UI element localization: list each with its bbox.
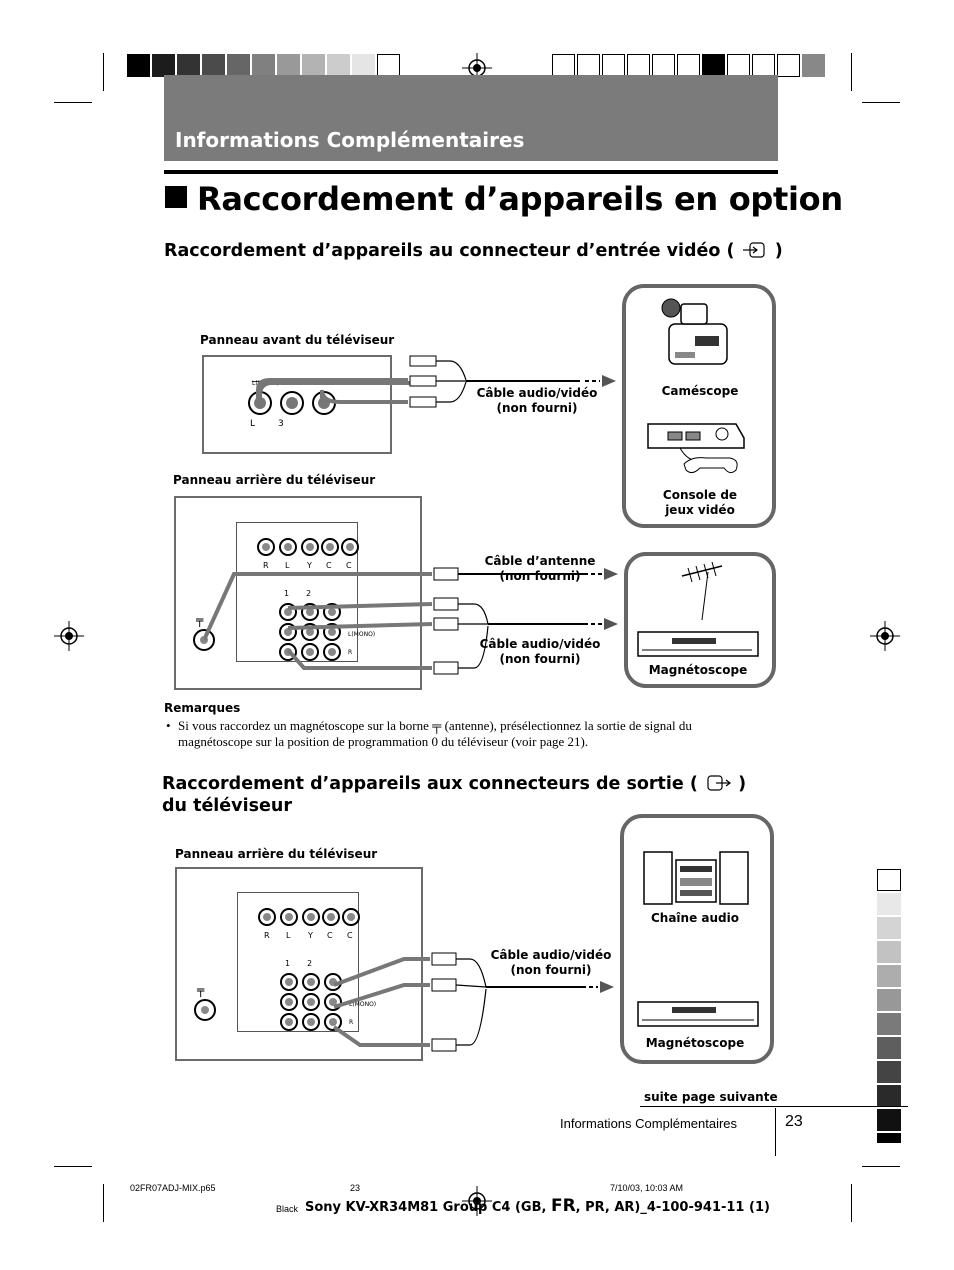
footer-section-name: Informations Complémentaires	[560, 1116, 738, 1131]
arrow-right-icon	[600, 981, 614, 993]
top-jack-row	[258, 539, 358, 555]
crop-mark	[862, 102, 900, 103]
camcorder-icon	[655, 296, 743, 376]
model-line	[305, 1196, 770, 1216]
svg-text:C: C	[327, 931, 333, 940]
crop-mark	[54, 1166, 92, 1167]
front-jack-input-label: 3	[278, 419, 284, 429]
video-input-icon	[741, 242, 769, 258]
crop-mark	[103, 1184, 104, 1222]
output-cable-label: Câble audio/vidéo (non fourni)	[490, 948, 612, 977]
antenna-cable-label: Câble d’antenne (non fourni)	[484, 554, 596, 583]
antenna-terminal-2	[191, 982, 221, 1026]
print-file-page: 23	[350, 1183, 361, 1193]
antenna-icon: ╤	[197, 983, 205, 997]
svg-text:R: R	[264, 931, 270, 940]
notes-bullet: •	[166, 718, 171, 733]
vcr-label-2: Magnétoscope	[645, 1036, 745, 1050]
section2-heading-line2: du téléviseur	[162, 796, 292, 816]
rear-panel-label-1: Panneau arrière du téléviseur	[173, 473, 376, 487]
svg-text:2: 2	[306, 589, 312, 598]
game-console-icon	[640, 408, 750, 480]
arrow-right-icon	[602, 375, 616, 387]
continued-label: suite page suivante	[644, 1090, 778, 1104]
crosshair-registration-icon	[54, 621, 84, 651]
model-line-a: Sony KV-XR34M81 Group C4 (GB,	[305, 1200, 551, 1215]
model-line-fr: FR	[550, 1196, 576, 1216]
arrow-right-icon	[604, 618, 618, 630]
rear-av-cable-label: Câble audio/vidéo (non fourni)	[479, 637, 601, 666]
audio-system-icon	[642, 848, 750, 908]
section1-heading-prefix: Raccordement d’appareils au connecteur d’entrée vidéo (	[164, 241, 735, 261]
section2-heading-prefix: Raccordement d’appareils aux connecteurs de sortie (	[162, 774, 698, 794]
crop-mark	[851, 53, 852, 91]
front-jack-l-label: L	[250, 419, 256, 429]
notes-title: Remarques	[164, 701, 241, 715]
footer-vertical-rule	[775, 1108, 776, 1156]
svg-text:L(MONO): L(MONO)	[349, 1001, 377, 1008]
plug-set	[410, 356, 436, 407]
svg-text:C: C	[326, 561, 332, 570]
footer-rule	[640, 1106, 908, 1107]
crop-mark	[103, 53, 104, 91]
section1-heading	[164, 240, 783, 262]
svg-text:L(MONO): L(MONO)	[348, 631, 376, 638]
crop-mark	[54, 102, 92, 103]
section1-heading-suffix: )	[774, 241, 783, 261]
svg-text:2: 2	[307, 959, 313, 968]
vcr-icon-2	[636, 998, 760, 1030]
crop-mark	[862, 1166, 900, 1167]
svg-text:L: L	[285, 561, 290, 570]
rear-panel-label-2: Panneau arrière du téléviseur	[175, 847, 378, 861]
arrow-right-icon	[604, 568, 618, 580]
svg-text:L: L	[286, 931, 291, 940]
print-plate: Black	[276, 1204, 299, 1214]
svg-text:R: R	[349, 1019, 354, 1026]
front-cable-label: Câble audio/vidéo (non fourni)	[476, 386, 598, 415]
video-output-icon	[704, 775, 732, 791]
antenna-icon: ╤	[196, 613, 204, 627]
svg-text:R: R	[263, 561, 269, 570]
svg-text:1: 1	[285, 959, 291, 968]
top-jack-row-2	[259, 909, 359, 925]
section-title: Informations Complémentaires	[175, 128, 525, 152]
page-number: 23	[785, 1113, 803, 1130]
title-rule	[164, 170, 778, 174]
page-title	[165, 180, 843, 218]
svg-text:C: C	[347, 931, 353, 940]
section2-heading-suffix: )	[738, 774, 747, 794]
vcr-antenna-icon	[632, 560, 762, 660]
section2-heading	[162, 773, 782, 817]
console-label: Console de jeux vidéo	[662, 488, 738, 517]
svg-text:Y: Y	[307, 561, 312, 570]
model-line-b: , PR, AR)_4-100-941-11 (1)	[575, 1200, 770, 1215]
front-video-mark: L(MONO)	[252, 380, 280, 387]
front-panel-label: Panneau avant du téléviseur	[200, 333, 395, 347]
svg-text:R: R	[348, 649, 353, 656]
print-timestamp: 7/10/03, 10:03 AM	[610, 1183, 684, 1193]
audio-system-label: Chaîne audio	[650, 911, 739, 925]
crosshair-registration-icon	[870, 621, 900, 651]
svg-text:Y: Y	[308, 931, 313, 940]
svg-text:1: 1	[284, 589, 290, 598]
vcr-label-1: Magnétoscope	[648, 663, 748, 677]
print-file-name: 02FR07ADJ-MIX.p65	[130, 1183, 216, 1193]
notes-text	[164, 718, 764, 750]
title-square-icon	[165, 186, 187, 208]
crop-mark	[851, 1184, 852, 1222]
svg-text:C: C	[346, 561, 352, 570]
notes-body: Si vous raccordez un magnétoscope sur la borne ╤ (antenne), présélectionnez la sortie de signal du magnétoscope sur la position de programmation 0 du téléviseur (voir page 21).	[178, 718, 692, 749]
page-title-text: Raccordement d’appareils en option	[197, 180, 843, 218]
camcorder-label: Caméscope	[661, 384, 739, 398]
